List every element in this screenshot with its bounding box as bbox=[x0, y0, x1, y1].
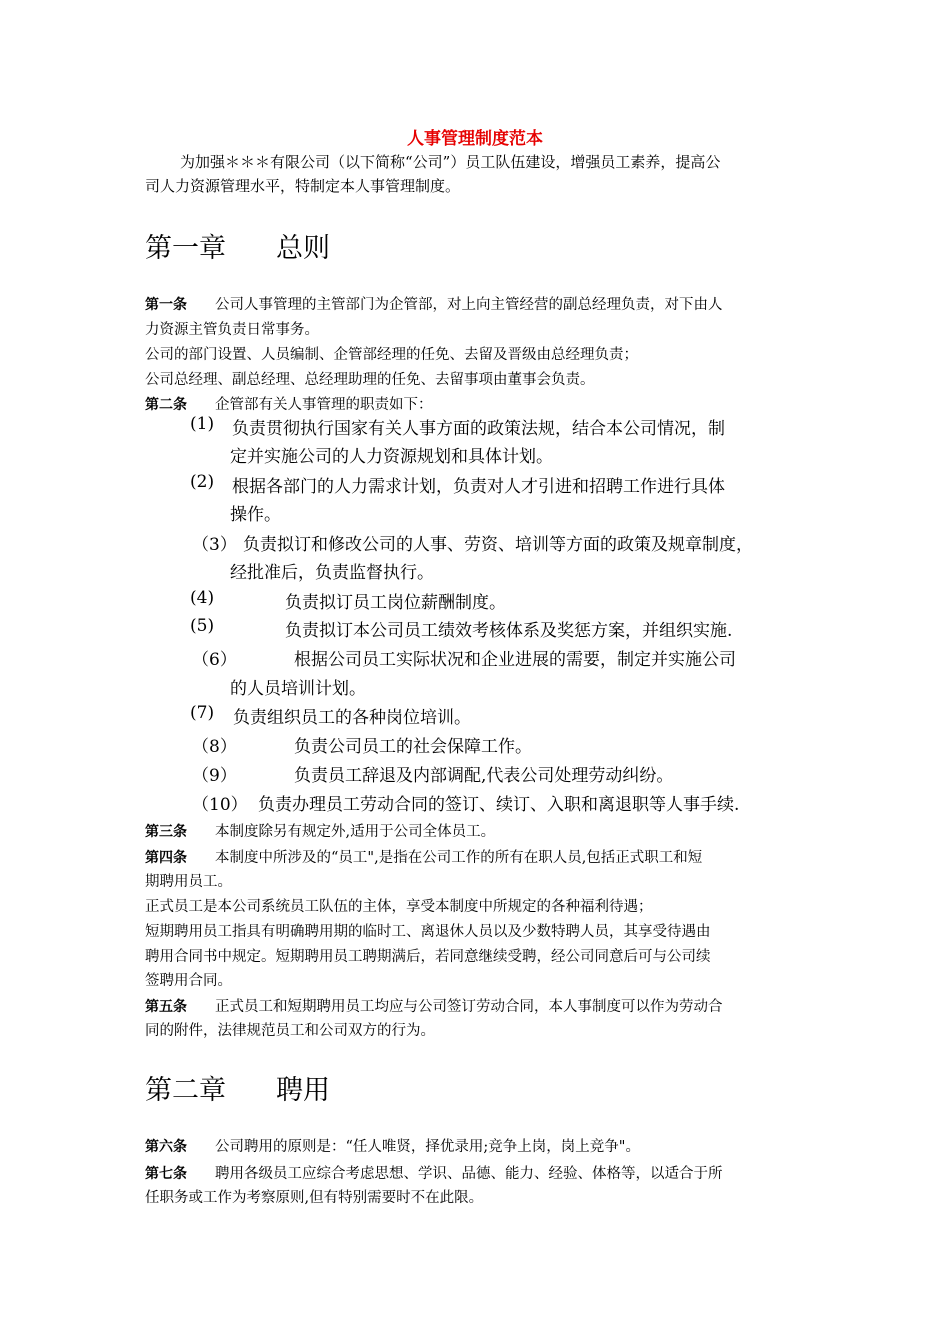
article-label: 第四条 bbox=[145, 850, 187, 866]
article-label: 第二条 bbox=[145, 397, 187, 413]
article-3 bbox=[145, 820, 495, 841]
article-4-line-4: 短期聘用员工指具有明确聘用期的临时工、离退休人员以及少数特聘人员，其享受待遇由 bbox=[145, 924, 711, 940]
chapter-1-heading bbox=[145, 226, 330, 265]
duty-item-8-text: 负责公司员工的社会保障工作。 bbox=[294, 737, 532, 757]
article-label: 第一条 bbox=[145, 297, 187, 313]
article-text: 公司人事管理的主管部门为企管部，对上向主管经营的副总经理负责，对下由人 bbox=[215, 297, 723, 313]
article-label: 第六条 bbox=[145, 1139, 187, 1155]
article-4-line-6: 签聘用合同。 bbox=[145, 973, 232, 989]
article-4-line-2: 期聘用员工。 bbox=[145, 874, 232, 890]
article-1-line-2: 力资源主管负责日常事务。 bbox=[145, 322, 319, 338]
duty-item-7-num: (7) bbox=[190, 703, 215, 723]
duty-item-9-num: （9） bbox=[192, 766, 237, 786]
article-6 bbox=[145, 1135, 640, 1156]
duty-item-10-text: 负责办理员工劳动合同的签订、续订、入职和离退职等人事手续. bbox=[258, 795, 740, 815]
duty-item-7-text: 负责组织员工的各种岗位培训。 bbox=[233, 708, 471, 728]
article-1-line-4: 公司总经理、副总经理、总经理助理的任免、去留事项由董事会负责。 bbox=[145, 372, 595, 388]
article-7-line-2: 任职务或工作为考察原则,但有特别需要时不在此限。 bbox=[145, 1190, 484, 1206]
duty-item-1-text-cont: 定并实施公司的人力资源规划和具体计划。 bbox=[230, 447, 553, 467]
article-label: 第三条 bbox=[145, 824, 187, 840]
chapter-number: 第二章 bbox=[145, 1075, 226, 1106]
duty-item-2-text-cont: 操作。 bbox=[230, 505, 281, 525]
duty-item-1-num: (1) bbox=[190, 414, 215, 434]
article-1-line-3: 公司的部门设置、人员编制、企管部经理的任免、去留及晋级由总经理负责； bbox=[145, 347, 638, 363]
duty-item-2-num: (2) bbox=[190, 472, 215, 492]
article-text: 正式员工和短期聘用员工均应与公司签订劳动合同，本人事制度可以作为劳动合 bbox=[215, 999, 723, 1015]
duty-item-5-text: 负责拟订本公司员工绩效考核体系及奖惩方案，并组织实施. bbox=[285, 621, 733, 641]
article-text: 企管部有关人事管理的职责如下： bbox=[215, 397, 433, 413]
duty-item-4-num: (4) bbox=[190, 588, 215, 608]
duty-item-3-num: （3） bbox=[192, 535, 237, 555]
duty-item-6-text: 根据公司员工实际状况和企业进展的需要，制定并实施公司 bbox=[294, 650, 736, 670]
duty-item-9-text: 负责员工辞退及内部调配,代表公司处理劳动纠纷。 bbox=[294, 766, 674, 786]
article-4-line-5: 聘用合同书中规定。短期聘用员工聘期满后，若同意继续受聘，经公司同意后可与公司续 bbox=[145, 949, 711, 965]
article-label: 第七条 bbox=[145, 1166, 187, 1182]
duty-item-3-text-cont: 经批准后，负责监督执行。 bbox=[230, 563, 434, 583]
duty-item-6-text-cont: 的人员培训计划。 bbox=[230, 679, 366, 699]
duty-item-8-num: （8） bbox=[192, 737, 237, 757]
duty-item-2-text: 根据各部门的人力需求计划，负责对人才引进和招聘工作进行具体 bbox=[232, 477, 725, 497]
article-4-line-1 bbox=[145, 846, 702, 867]
article-5-line-1 bbox=[145, 995, 723, 1016]
article-2-line-1 bbox=[145, 393, 433, 414]
duty-item-3-text: 负责拟订和修改公司的人事、劳资、培训等方面的政策及规章制度， bbox=[243, 535, 753, 555]
intro-line-1: 为加强＊＊＊有限公司（以下简称“公司”）员工队伍建设，增强员工素养，提高公 bbox=[180, 153, 721, 171]
chapter-number: 第一章 bbox=[145, 233, 226, 264]
chapter-name: 总则 bbox=[276, 233, 330, 264]
document-title: 人事管理制度范本 bbox=[407, 129, 543, 149]
duty-item-6-num: （6） bbox=[192, 650, 237, 670]
article-text: 本制度除另有规定外,适用于公司全体员工。 bbox=[215, 824, 496, 840]
chapter-name: 聘用 bbox=[276, 1075, 330, 1106]
duty-item-1-text: 负责贯彻执行国家有关人事方面的政策法规，结合本公司情况，制 bbox=[232, 419, 725, 439]
article-text: 本制度中所涉及的“员工",是指在公司工作的所有在职人员,包括正式职工和短 bbox=[215, 850, 703, 866]
article-4-line-3: 正式员工是本公司系统员工队伍的主体，享受本制度中所规定的各种福利待遇； bbox=[145, 899, 653, 915]
duty-item-10-num: （10） bbox=[192, 795, 248, 815]
article-text: 聘用各级员工应综合考虑思想、学识、品德、能力、经验、体格等，以适合于所 bbox=[215, 1166, 723, 1182]
article-text: 公司聘用的原则是：“任人唯贤，择优录用;竞争上岗，岗上竞争"。 bbox=[215, 1139, 640, 1155]
duty-item-4-text: 负责拟订员工岗位薪酬制度。 bbox=[285, 593, 506, 613]
intro-line-2: 司人力资源管理水平，特制定本人事管理制度。 bbox=[145, 177, 461, 195]
article-1-line-1 bbox=[145, 293, 723, 314]
article-5-line-2: 同的附件，法律规范员工和公司双方的行为。 bbox=[145, 1023, 435, 1039]
article-label: 第五条 bbox=[145, 999, 187, 1015]
chapter-2-heading bbox=[145, 1068, 330, 1107]
article-7-line-1 bbox=[145, 1162, 723, 1183]
duty-item-5-num: (5) bbox=[190, 616, 215, 636]
